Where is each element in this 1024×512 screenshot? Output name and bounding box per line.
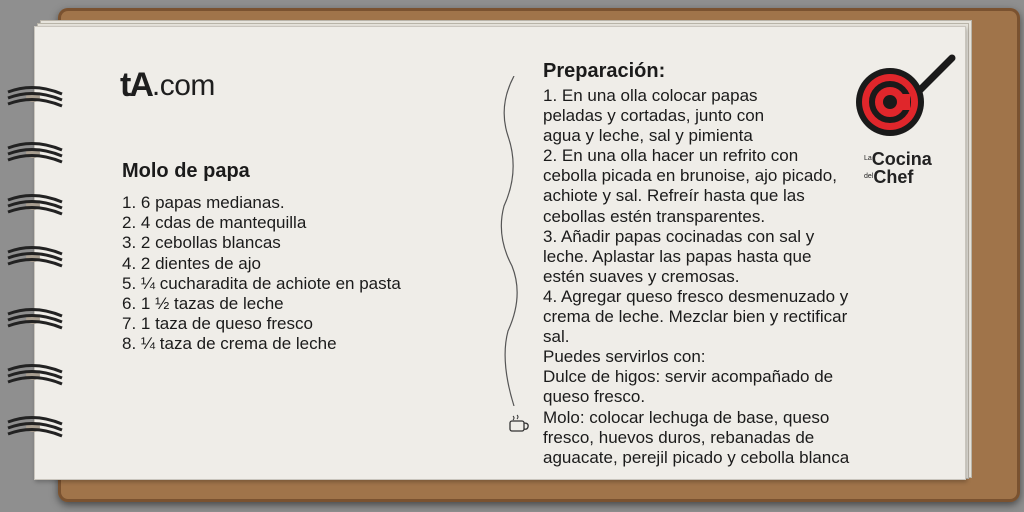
- spiral-ring: [4, 188, 66, 222]
- logo-small-la: La: [864, 155, 872, 162]
- coffee-cup-icon: [508, 414, 532, 434]
- preparation-line: agua y leche, sal y pimienta: [543, 126, 753, 146]
- cocina-del-chef-wordmark: [864, 150, 932, 186]
- ingredient-item: 4. 2 dientes de ajo: [122, 253, 261, 273]
- preparation-line: crema de leche. Mezclar bien y rectificar: [543, 307, 848, 327]
- site-logo-suffix: .com: [151, 68, 215, 102]
- spiral-ring: [4, 410, 66, 444]
- site-logo[interactable]: [120, 66, 215, 105]
- preparation-line: leche. Aplastar las papas hasta que: [543, 246, 812, 266]
- ingredients-list: [122, 193, 401, 355]
- ingredient-item: 3. 2 cebollas blancas: [122, 233, 281, 253]
- preparation-line: 2. En una olla hacer un refrito con: [543, 146, 799, 166]
- preparation-line: Molo: colocar lechuga de base, queso: [543, 407, 830, 427]
- recipe-title: Molo de papa: [122, 160, 250, 182]
- preparation-line: 4. Agregar queso fresco desmenuzado y: [543, 286, 849, 306]
- preparation-line: queso fresco.: [543, 387, 646, 407]
- preparation-line: estén suaves y cremosas.: [543, 266, 740, 286]
- preparation-line: cebolla picada en brunoise, ajo picado,: [543, 166, 837, 186]
- preparation-line: cebollas estén transparentes.: [543, 206, 766, 226]
- spiral-ring: [4, 80, 66, 114]
- ingredient-item: 2. 4 cdas de mantequilla: [122, 213, 307, 233]
- preparation-line: sal.: [543, 327, 570, 347]
- preparation-line: 3. Añadir papas cocinadas con sal y: [543, 226, 815, 246]
- preparation-line: Puedes servirlos con:: [543, 347, 706, 367]
- preparation-title: Preparación:: [543, 60, 666, 82]
- ingredient-item: 7. 1 taza de queso fresco: [122, 314, 313, 334]
- preparation-line: peladas y cortadas, junto con: [543, 106, 765, 126]
- preparation-line: fresco, huevos duros, rebanadas de: [543, 427, 815, 447]
- spiral-ring: [4, 302, 66, 336]
- spiral-ring: [4, 240, 66, 274]
- preparation-line: aguacate, perejil picado y cebolla blanca: [543, 447, 850, 467]
- ingredient-item: 8. ¼ taza de crema de leche: [122, 334, 337, 354]
- logo-word-cocina: Cocina: [871, 149, 932, 169]
- ingredient-item: 6. 1 ½ tazas de leche: [122, 294, 284, 314]
- logo-small-del: del: [864, 173, 874, 180]
- ingredient-item: 1. 6 papas medianas.: [122, 193, 285, 212]
- spiral-ring: [4, 136, 66, 170]
- ingredient-item: 5. ¼ cucharadita de achiote en pasta: [122, 273, 401, 293]
- logo-word-chef: Chef: [873, 167, 914, 187]
- site-logo-mark: tA: [120, 66, 152, 104]
- preparation-line: Dulce de higos: servir acompañado de: [543, 367, 834, 387]
- preparation-line: achiote y sal. Refreír hasta que las: [543, 186, 805, 206]
- preparation-line: 1. En una olla colocar papas: [543, 86, 758, 105]
- squiggle-divider: [494, 76, 534, 406]
- spiral-ring: [4, 358, 66, 392]
